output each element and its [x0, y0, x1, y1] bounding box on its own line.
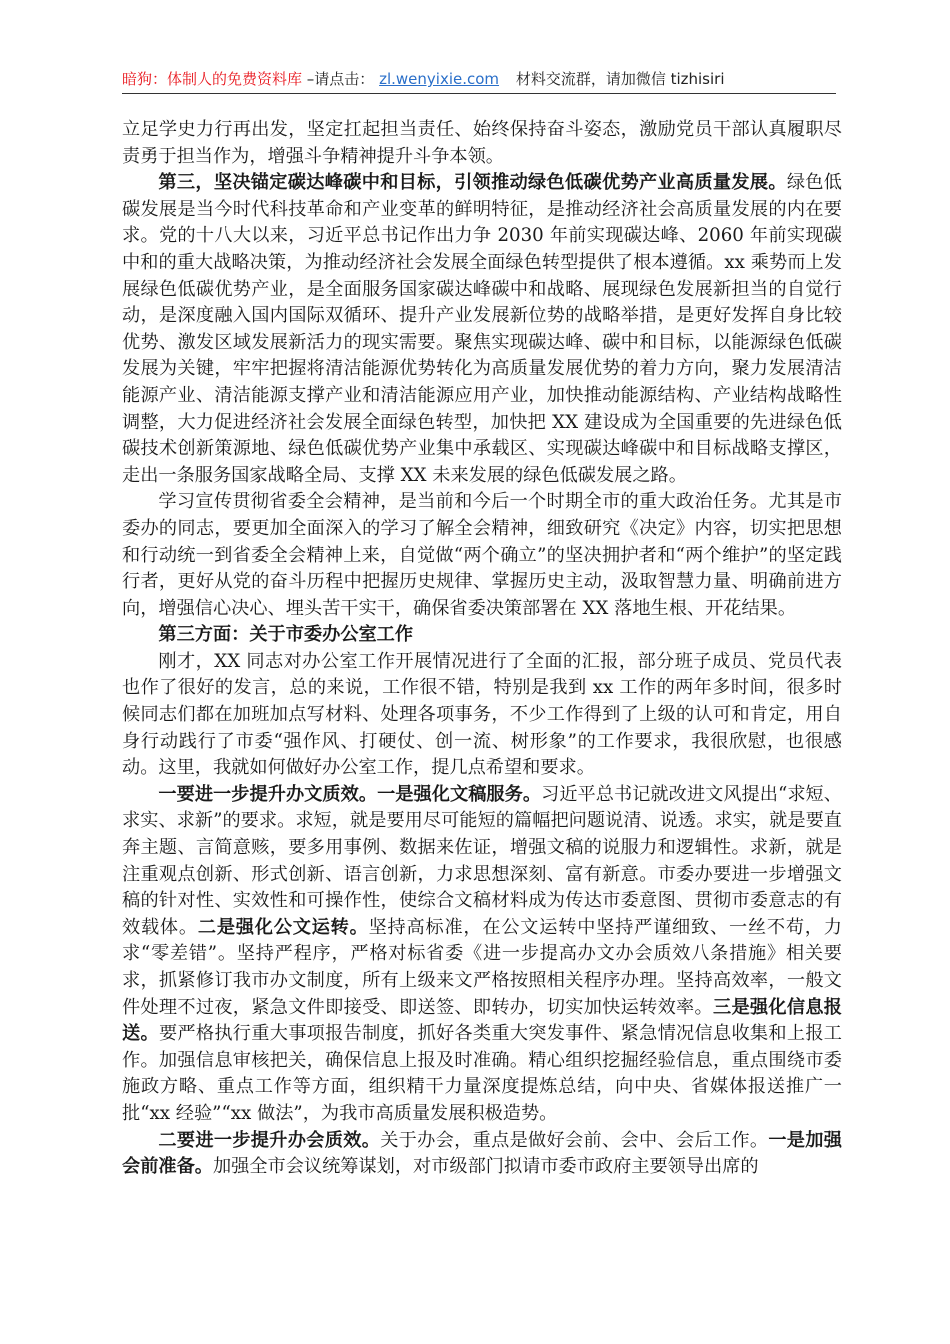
subsection-heading: 三是强化信息报送。: [122, 996, 842, 1045]
paragraph: 二要进一步提升办会质效。关于办会，重点是做好会前、会中、会后工作。一是加强会前准备。加强全市会议统筹谋划，对市级部门拟请市委市政府主要领导出席的: [122, 1129, 842, 1178]
paragraph: 立足学史力行再出发，坚定扛起担当责任、始终保持奋斗姿态，激励党员干部认真履职尽责勇于担当作为，增强斗争精神提升斗争本领。: [122, 119, 842, 167]
header-brand: 暗狗：体制人的免费资料库: [122, 70, 303, 88]
section-heading: 二要进一步提升办会质效。: [158, 1129, 381, 1151]
header-cta: –请点击：: [306, 70, 375, 88]
section-heading: 一要进一步提升办文质效。一是强化文稿服务。: [158, 783, 542, 805]
page-header: [122, 68, 838, 90]
document-body: [122, 117, 842, 1181]
subsection-heading: 一是加强会前准备。: [122, 1129, 842, 1178]
section-heading: 第三方面：关于市委办公室工作: [158, 624, 414, 646]
paragraph: 刚才，XX 同志对办公室工作开展情况进行了全面的汇报，部分班子成员、党员代表也作了很好的发言，总的来说，工作很不错，特别是我到 xx 工作的两年多时间，很多时候同志们都在加班加点写材料、处理各项事务，不少工作得到了上级的认可和肯定，用自身行动践行了市委“强作风、打硬仗、创一流、树形象”的工作要求，我很欣慰，也很感动。这里，我就如何做好办公室工作，提几点希望和要求。: [122, 650, 842, 779]
header-divider: [122, 93, 836, 94]
subsection-heading: 二是强化公文运转。: [197, 916, 369, 938]
paragraph: 一要进一步提升办文质效。一是强化文稿服务。习近平总书记就改进文风提出“求短、求实、求新”的要求。求短，就是要用尽可能短的篇幅把问题说清、说透。求实，就是要直奔主题、言简意赅，要多用事例、数据来佐证，增强文稿的说服力和逻辑性。求新，就是注重观点创新、形式创新、语言创新，力求思想深刻、富有新意。市委办要进一步增强文稿的针对性、实效性和可操作性，使综合文稿材料成为传达市委意图、贯彻市委意志的有效载体。二是强化公文运转。坚持高标准，在公文运转中坚持严谨细致、一丝不苟，力求“零差错”。坚持严程序，严格对标省委《进一步提高办文办会质效八条措施》相关要求，抓紧修订我市办文制度，所有上级来文严格按照相关程序办理。坚持高效率，一般文件处理不过夜，紧急文件即接受、即送签、即转办，切实加快运转效率。三是强化信息报送。要严格执行重大事项报告制度，抓好各类重大突发事件、紧急情况信息收集和上报工作。加强信息审核把关，确保信息上报及时准确。精心组织挖掘经验信息，重点围绕市委施政方略、重点工作等方面，组织精干力量深度提炼总结，向中央、省媒体报送推广一批“xx 经验”“xx 做法”，为我市高质量发展积极造势。: [122, 783, 842, 1124]
header-url-link[interactable]: zl.wenyixie.com: [379, 70, 500, 88]
header-group-note: 材料交流群，请加微信 tizhisiri: [515, 70, 725, 88]
section-heading: 第三，坚决锚定碳达峰碳中和目标，引领推动绿色低碳优势产业高质量发展。: [158, 172, 787, 194]
paragraph: [122, 622, 842, 649]
paragraph: 第三，坚决锚定碳达峰碳中和目标，引领推动绿色低碳优势产业高质量发展。绿色低碳发展是当今时代科技革命和产业变革的鲜明特征，是推动经济社会高质量发展的内在要求。党的十八大以来，习近平总书记作出力争 2030 年前实现碳达峰、2060 年前实现碳中和的重大战略决策，为推动经济社会发展全面绿色转型提供了根本遵循。xx 乘势而上发展绿色低碳优势产业，是全面服务国家碳达峰碳中和战略、展现绿色发展新担当的自觉行动，是深度融入国内国际双循环、提升产业发展新位势的战略举措，是更好发挥自身比较优势、激发区域发展新活力的现实需要。聚焦实现碳达峰、碳中和目标，以能源绿色低碳发展为关键，牢牢把握将清洁能源优势转化为高质量发展优势的着力方向，聚力发展清洁能源产业、清洁能源支撑产业和清洁能源应用产业，加快推动能源结构、产业结构战略性调整，大力促进经济社会发展全面绿色转型，加快把 XX 建设成为全国重要的先进绿色低碳技术创新策源地、绿色低碳优势产业集中承载区、实现碳达峰碳中和目标战略支撑区，走出一条服务国家战略全局、支撑 XX 未来发展的绿色低碳发展之路。: [122, 172, 842, 486]
paragraph: 学习宣传贯彻省委全会精神，是当前和今后一个时期全市的重大政治任务。尤其是市委办的同志，要更加全面深入的学习了解全会精神，细致研究《决定》内容，切实把思想和行动统一到省委全会精神上来，自觉做“两个确立”的坚决拥护者和“两个维护”的坚定践行者，更好从党的奋斗历程中把握历史规律、掌握历史主动，汲取智慧力量、明确前进方向，增强信心决心、埋头苦干实干，确保省委决策部署在 XX 落地生根、开花结果。: [122, 491, 842, 619]
